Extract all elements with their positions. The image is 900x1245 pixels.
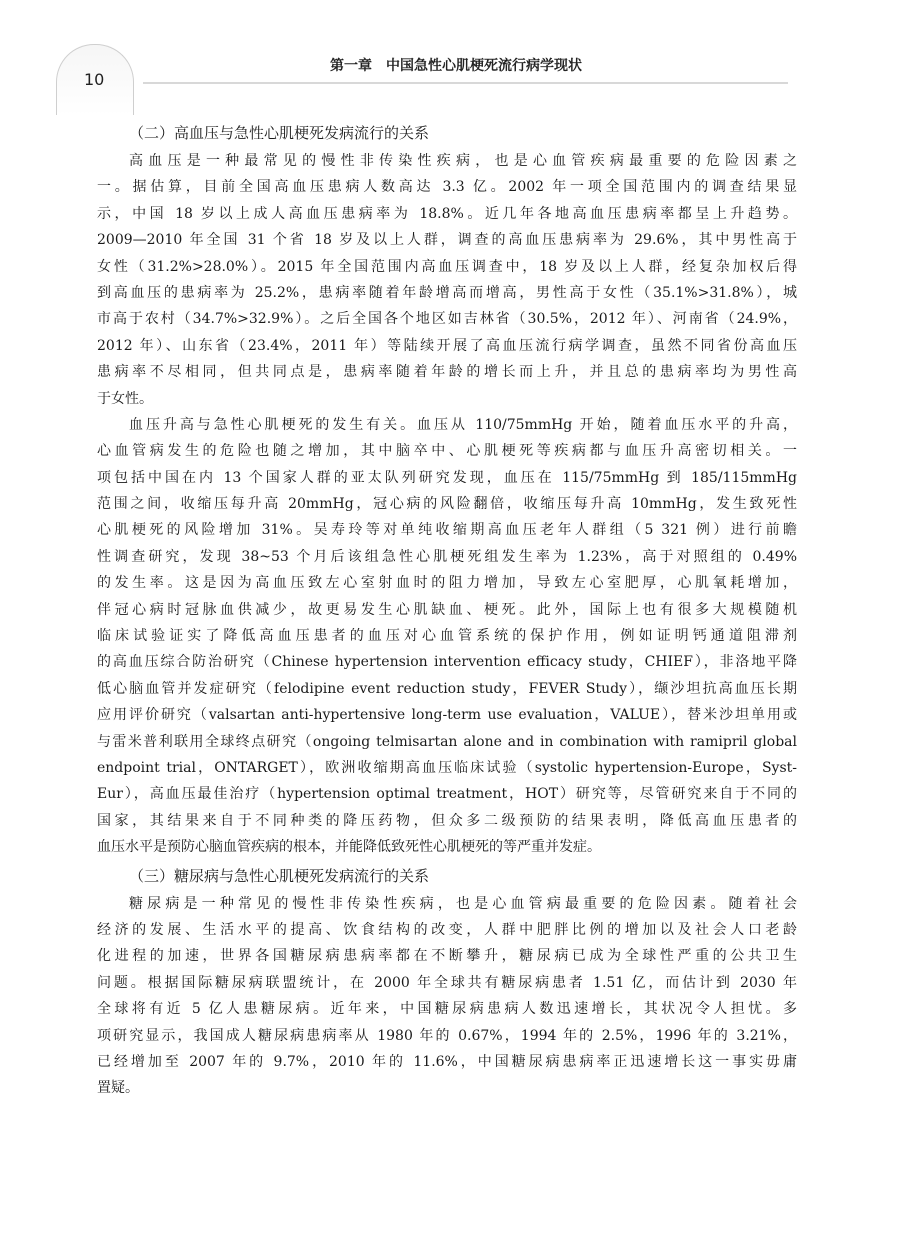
text-line: 血压水平是预防心脑血管疾病的根本，并能降低致死性心肌梗死的等严重并发症。 [97, 839, 601, 856]
text-line: 糖尿病是一种常见的慢性非传染性疾病，也是心血管病最重要的危险因素。随着社会 [129, 895, 797, 912]
text-line: 心肌梗死的风险增加 31%。吴寿玲等对单纯收缩期高血压老年人群组（5 321 例）进行前瞻 [97, 522, 797, 539]
text-line: 到高血压的患病率为 25.2%，患病率随着年龄增高而增高，男性高于女性（35.1%>31.8%），城 [97, 284, 797, 301]
text-line: 国家，其结果来自于不同种类的降压药物，但众多二级预防的结果表明，降低高血压患者的 [97, 812, 797, 829]
text-line: 已经增加至 2007 年的 9.7%，2010 年的 11.6%，中国糖尿病患病率正迅速增长这一事实毋庸 [97, 1053, 797, 1070]
text-line: 高血压是一种最常见的慢性非传染性疾病，也是心血管疾病最重要的危险因素之 [129, 153, 797, 169]
text-line: 心血管病发生的危险也随之增加，其中脑卒中、心肌梗死等疾病都与血压升高密切相关。一 [97, 443, 797, 460]
text-line: 的高血压综合防治研究（Chinese hypertension intervention efficacy study，CHIEF），非洛地平降 [97, 654, 797, 671]
text-line: 患病率不尽相同，但共同点是，患病率随着年龄的增长而上升，并且总的患病率均为男性高 [97, 364, 797, 381]
page-body [97, 118, 797, 1102]
running-header [0, 0, 900, 105]
text-line: 的发生率。这是因为高血压致左心室射血时的阻力增加，导致左心室肥厚，心肌氧耗增加， [97, 575, 797, 592]
text-line: 应用评价研究（valsartan anti-hypertensive long-term use evaluation，VALUE），替米沙坦单用或 [97, 707, 797, 724]
paragraph-diabetes-prevalence [97, 891, 797, 1102]
text-line: 项包括中国在内 13 个国家人群的亚太队列研究发现，血压在 115/75mmHg 到 185/115mmHg [97, 469, 797, 486]
text-line: 与雷米普利联用全球终点研究（ongoing telmisartan alone and in combination with ramipril global [97, 733, 797, 750]
paragraph-hypertension-prevalence [97, 148, 797, 412]
paragraph-blood-pressure-risk [97, 412, 797, 861]
text-line: 伴冠心病时冠脉血供减少，故更易发生心肌缺血、梗死。此外，国际上也有很多大规模随机 [97, 601, 797, 618]
text-line: 项研究显示，我国成人糖尿病患病率从 1980 年的 0.67%，1994 年的 2.5%，1996 年的 3.21%， [97, 1027, 797, 1044]
text-line: 于女性。 [97, 390, 153, 407]
text-line: 一。据估算，目前全国高血压患病人数高达 3.3 亿。2002 年一项全国范围内的调查结果显 [97, 179, 797, 196]
text-line: 化进程的加速，世界各国糖尿病患病率都在不断攀升，糖尿病已成为全球性严重的公共卫生 [97, 948, 797, 965]
header-rule [143, 82, 788, 84]
text-line: 性调查研究，发现 38~53 个月后该组急性心肌梗死组发生率为 1.23%，高于对照组的 0.49% [97, 548, 797, 565]
text-line: 范围之间，收缩压每升高 20mmHg，冠心病的风险翻倍，收缩压每升高 10mmHg，发生致死性 [97, 496, 797, 513]
text-line: 血压升高与急性心肌梗死的发生有关。血压从 110/75mmHg 开始，随着血压水平的升高， [129, 416, 797, 433]
text-line: Eur），高血压最佳治疗（hypertension optimal treatment，HOT）研究等，尽管研究来自于不同的 [97, 786, 797, 803]
text-line: 女性（31.2%>28.0%）。2015 年全国范围内高血压调查中，18 岁及以上人群，经复杂加权后得 [97, 258, 797, 275]
section-heading-diabetes: （三）糖尿病与急性心肌梗死发病流行的关系 [129, 866, 430, 885]
chapter-title: 第一章 中国急性心肌梗死流行病学现状 [330, 58, 582, 74]
text-line: 2012 年）、山东省（23.4%，2011 年）等陆续开展了高血压流行病学调查，虽然不同省份高血压 [97, 337, 797, 354]
text-line: 经济的发展、生活水平的提高、饮食结构的改变，人群中肥胖比例的增加以及社会人口老龄 [97, 921, 797, 938]
text-line: 置疑。 [97, 1080, 139, 1097]
page-number: 10 [84, 70, 105, 89]
section-heading-hypertension: （二）高血压与急性心肌梗死发病流行的关系 [129, 124, 430, 142]
text-line: 临床试验证实了降低高血压患者的血压对心血管系统的保护作用，例如证明钙通道阻滞剂 [97, 628, 797, 645]
text-line: 低心脑血管并发症研究（felodipine event reduction study，FEVER Study），缬沙坦抗高血压长期 [97, 680, 797, 697]
text-line: 问题。根据国际糖尿病联盟统计，在 2000 年全球共有糖尿病患者 1.51 亿，而估计到 2030 年 [97, 974, 797, 991]
text-line: 2009—2010 年全国 31 个省 18 岁及以上人群，调查的高血压患病率为 29.6%，其中男性高于 [97, 232, 797, 249]
text-line: endpoint trial，ONTARGET），欧洲收缩期高血压临床试验（systolic hypertension-Europe，Syst- [97, 759, 797, 776]
text-line: 全球将有近 5 亿人患糖尿病。近年来，中国糖尿病患病人数迅速增长，其状况令人担忧。多 [97, 1001, 797, 1018]
text-line: 市高于农村（34.7%>32.9%）。之后全国各个地区如吉林省（30.5%，2012 年）、河南省（24.9%， [97, 311, 797, 328]
text-line: 示，中国 18 岁以上成人高血压患病率为 18.8%。近几年各地高血压患病率都呈上升趋势。 [97, 205, 797, 222]
